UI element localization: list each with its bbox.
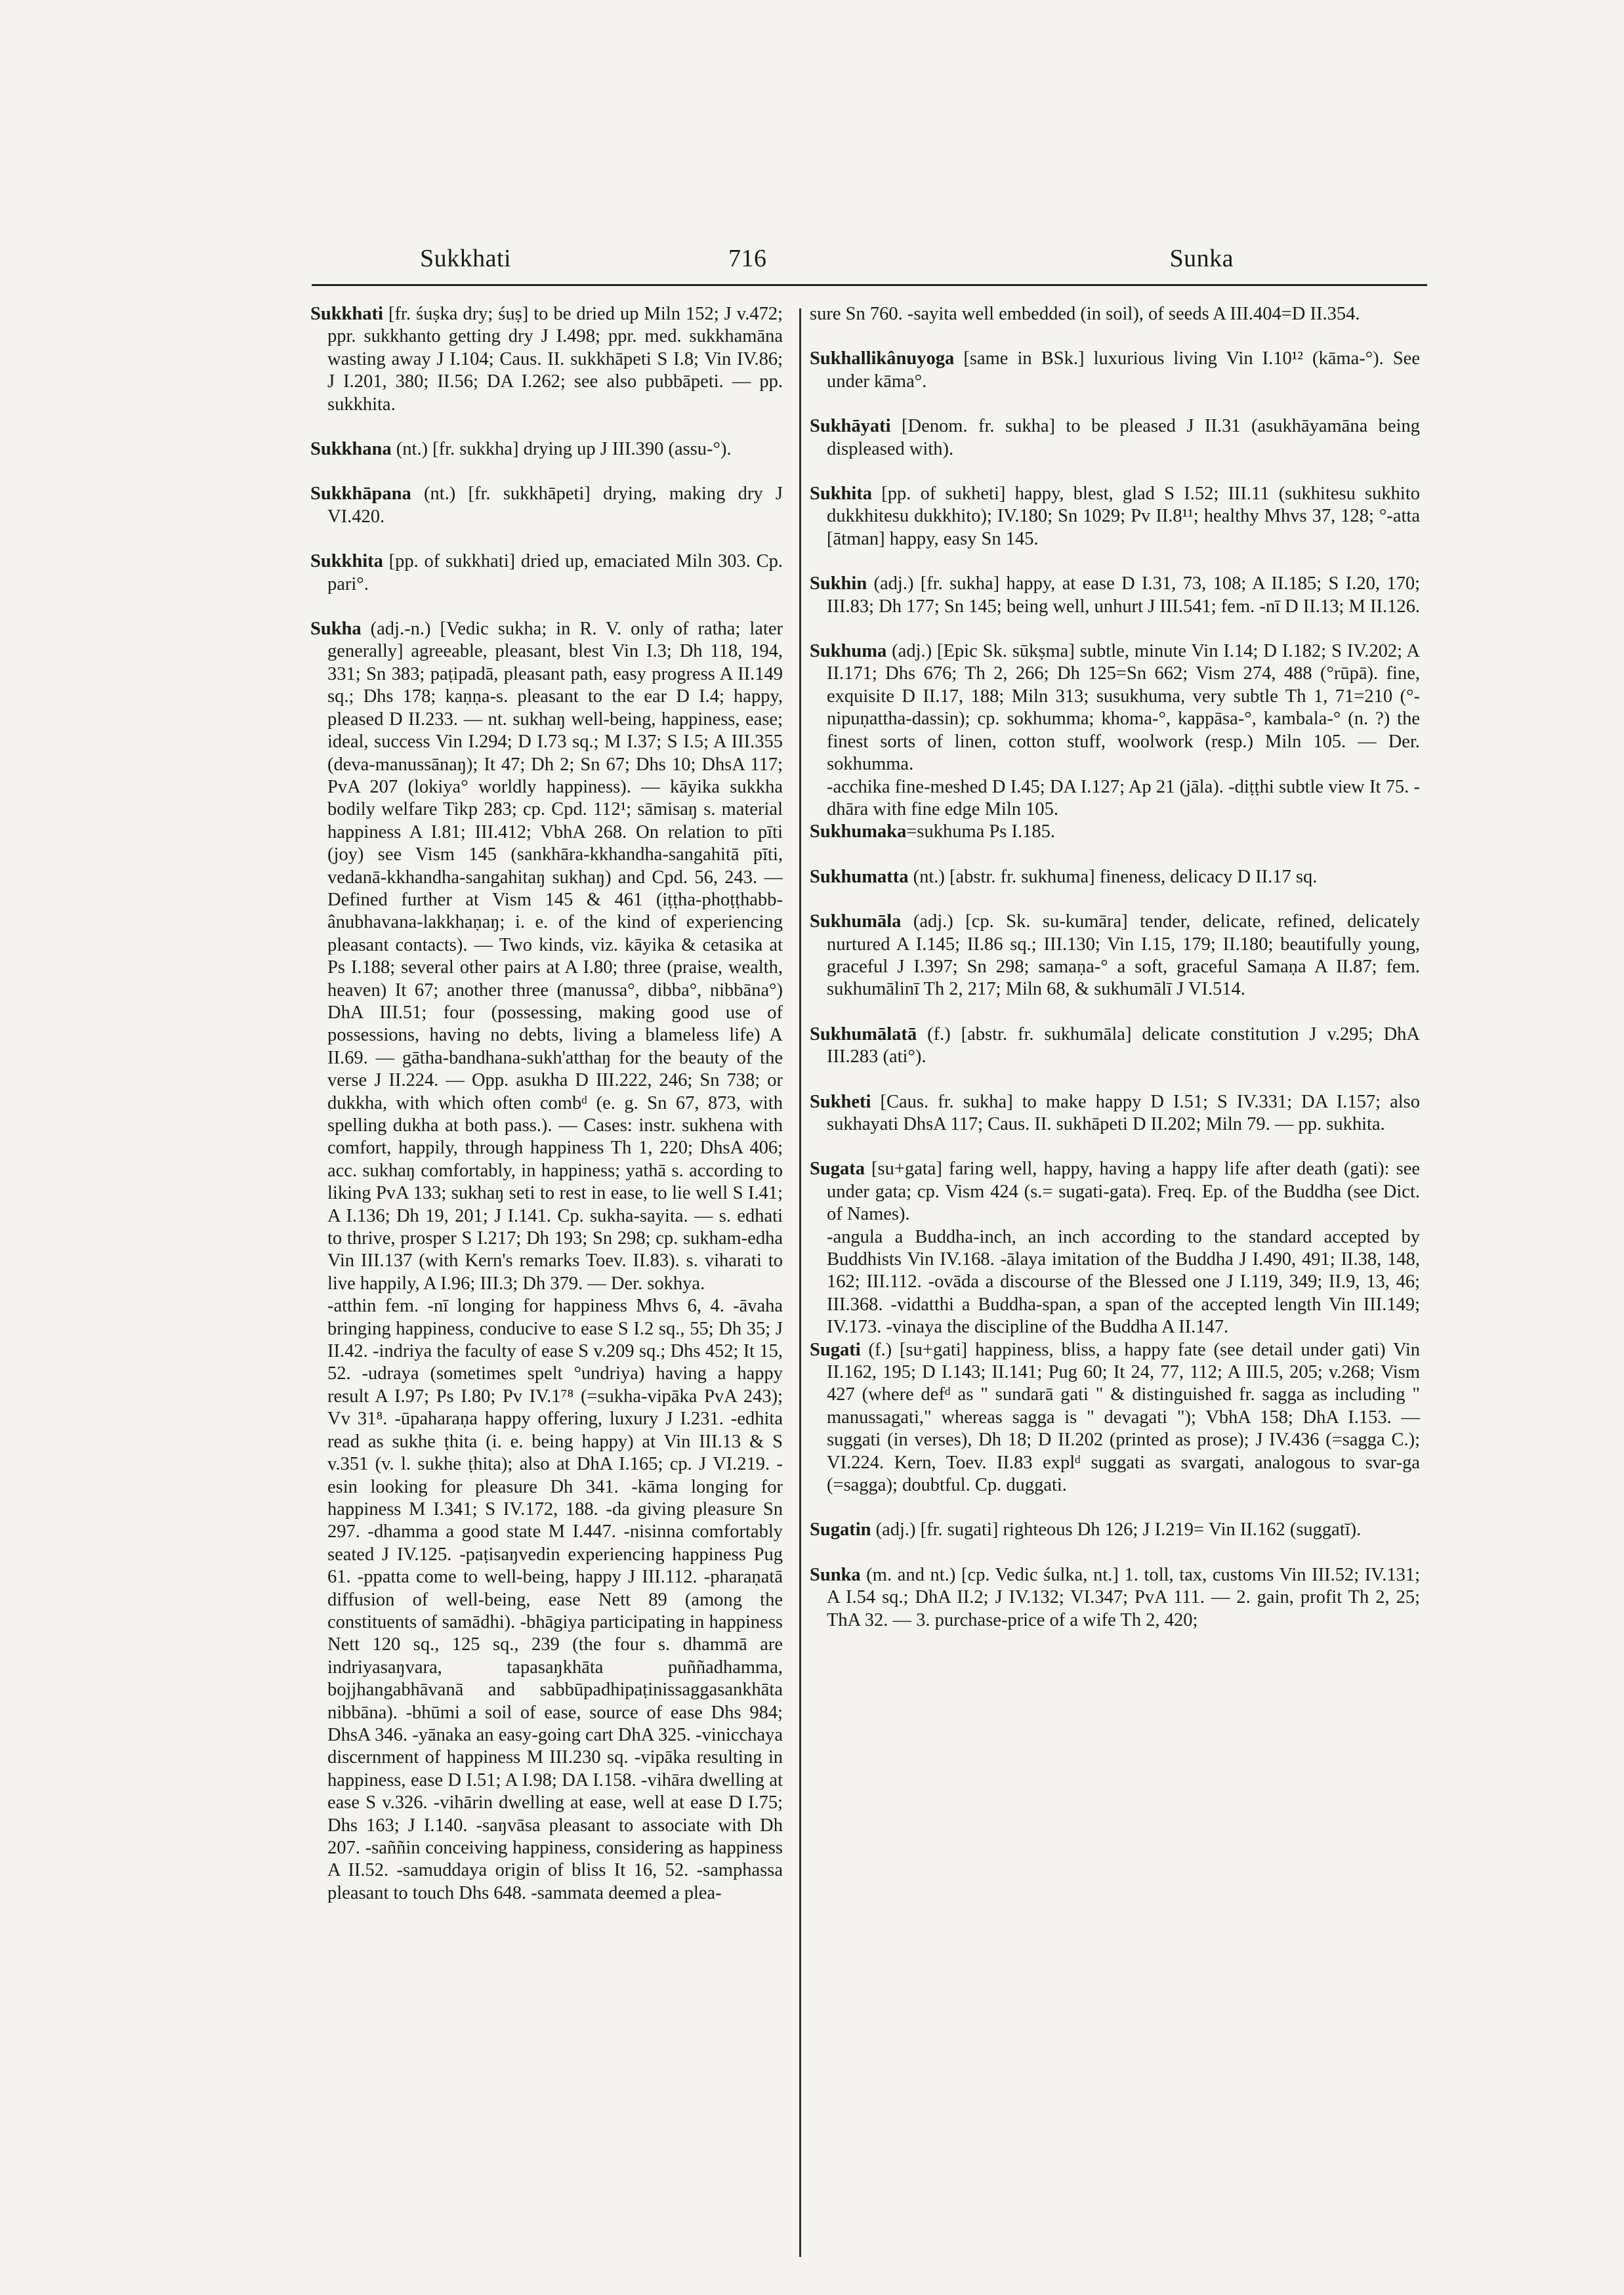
entry-body: (adj.) [cp. Sk. su-kumāra] tender, delicate, refined, delicately nurtured A I.145; II.86 sq.; III.130; Vin I.15, 179; II.180; beautifully young, graceful J I.397; Sn 298; samaṇa-° a soft, graceful Samaṇa A II.87; fem. sukhumālinī Th 2, 217; Miln 68, & sukhumālī J VI.514.: [827, 911, 1420, 1000]
running-header: [420, 244, 1430, 283]
entry-headword: Sukhumaka: [810, 821, 907, 842]
entry-headword: Sukhuma: [810, 641, 887, 662]
entry-body: (nt.) [abstr. fr. sukhuma] fineness, delicacy D II.17 sq.: [908, 866, 1318, 887]
entry-body: [Caus. fr. sukha] to make happy D I.51; S IV.331; DA I.157; also sukhayati DhsA 117; Caus. II. sukhāpeti D II.202; Miln 79. — pp. sukhita.: [827, 1091, 1420, 1134]
entry-body: (f.) [su+gati] happiness, bliss, a happy fate (see detail under gati) Vin II.162, 195; D I.143; II.141; Pug 60; It 24, 77, 112; A III.5, 205; v.268; Vism 427 (where defᵈ as " sundarā gati " & distinguished fr. sagga as including " manussagati," whereas sagga is " devagati "); VbhA 158; DhA I.153. — suggati (in verses), Dh 18; D II.202 (printed as prose); J IV.436 (=sagga C.); VI.224. Kern, Toev. II.83 explᵈ suggati as svargati, analogous to svar-ga (=sagga); doubtful. Cp. duggati.: [827, 1339, 1420, 1496]
entry-body: (adj.) [Epic Sk. sūkṣma] subtle, minute Vin I.14; D I.182; S IV.202; A II.171; Dhs 676; Th 2, 266; Dh 125=Sn 662; Vism 274, 488 (°rūpā). fine, exquisite D II.17, 188; Miln 313; susukhuma, very subtle Th 1, 71=210 (°-nipuṇattha-dassin); cp. sokhumma; khoma-°, kappāsa-°, kambala-° (n. ?) the finest sorts of linen, cotton stuff, woolwork (resp.) Miln 105. — Der. sokhumma.: [827, 641, 1420, 775]
dictionary-entry: [310, 303, 783, 416]
header-rule: [312, 284, 1427, 286]
entry-headword: Sukheti: [810, 1091, 871, 1112]
header-left-guideword: Sukkhati: [420, 245, 512, 272]
header-right-guideword: Sunka: [1169, 245, 1234, 272]
entry-headword: Sunka: [810, 1564, 861, 1585]
dictionary-entry: [310, 618, 783, 1295]
entry-body: (nt.) [fr. sukkhāpeti] drying, making dry J VI.420.: [327, 484, 783, 527]
dictionary-entry: [310, 483, 783, 528]
entry-headword: Sukkhāpana: [310, 484, 411, 505]
dictionary-entry: [810, 573, 1420, 618]
dictionary-entry: [810, 1519, 1420, 1541]
entry-headword: Sukkhati: [310, 304, 383, 324]
dictionary-entry: [310, 438, 783, 461]
entry-headword: Sukhallikânuyoga: [810, 348, 955, 369]
entry-body: (adj.) [fr. sukha] happy, at ease D I.31, 73, 108; A II.185; S I.20, 170; III.83; Dh 177; Sn 145; being well, unhurt J III.541; fem. -nī D II.13; M II.126.: [827, 573, 1420, 617]
dictionary-entry: [810, 1158, 1420, 1226]
entry-headword: Sugati: [810, 1339, 861, 1360]
entry-body: [su+gata] faring well, happy, having a happy life after death (gati): see under gata; cp. Vism 424 (s.= sugati-gata). Freq. Ep. of the Buddha (see Dict. of Names).: [827, 1159, 1420, 1225]
entry-headword: Sukkhita: [310, 551, 383, 572]
dictionary-entry: [810, 348, 1420, 393]
dictionary-entry: [810, 1091, 1420, 1136]
dictionary-entry: [810, 483, 1420, 550]
entry-headword: Sukhin: [810, 573, 867, 594]
entry-body: sure Sn 760. -sayita well embedded (in soil), of seeds A III.404=D II.354.: [810, 304, 1360, 324]
entry-compounds: [810, 1226, 1420, 1339]
entry-headword: Sukhumatta: [810, 866, 909, 887]
dictionary-entry: [810, 821, 1420, 843]
entry-body: [pp. of sukkhati] dried up, emaciated Miln 303. Cp. pari°.: [327, 551, 783, 594]
right-column: [810, 303, 1420, 1654]
dictionary-entry: [310, 550, 783, 596]
entry-headword: Sugatin: [810, 1520, 871, 1540]
dictionary-entry: [810, 1023, 1420, 1069]
entry-body: (adj.-n.) [Vedic sukha; in R. V. only of ratha; later generally] agreeable, pleasant, blest Vin I.3; Dh 118, 194, 331; Sn 383; paṭipadā, pleasant path, easy progress A II.149 sq.; Dhs 178; kaṇṇa-s. pleasant to the ear D I.4; happy, pleased D II.233. — nt. sukhaŋ well-being, happiness, ease; ideal, success Vin I.294; D I.73 sq.; M I.37; S I.5; A III.355 (deva-manussānaŋ); It 47; Dh 2; Sn 67; Dhs 10; DhsA 117; PvA 207 (lokiya° worldly happiness). — kāyika sukkha bodily welfare Tikp 283; cp. Cpd. 112¹; sāmisaŋ s. material happiness A I.81; III.412; VbhA 268. On relation to pīti (joy) see Vism 145 (sankhāra-kkhandha-sangahitā pīti, vedanā-kkhandha-sangahitaŋ sukhaŋ) and Cpd. 56, 243. — Defined further at Vism 145 & 461 (iṭṭha-phoṭṭhabb-ânubhavana-lakkhaṇaŋ; i. e. of the kind of experiencing pleasant contacts). — Two kinds, viz. kāyika & cetasika at Ps I.188; several other pairs at A I.80; three (praise, wealth, heaven) It 67; another three (manussa°, dibba°, nibbāna°) DhA III.51; four (possessing, making good use of possessions, having no debts, living a blameless life) A II.69. — gātha-bandhana-sukh'atthaŋ for the beauty of the verse J II.224. — Opp. asukha D III.222, 246; Sn 738; or dukkha, with which often combᵈ (e. g. Sn 67, 873, with spelling dukha at both pass.). — Cases: instr. sukhena with comfort, happily, through happiness Th 1, 220; DhsA 406; acc. sukhaŋ comfortably, in happiness; yathā s. according to liking PvA 133; sukhaŋ seti to rest in ease, to lie well S I.41; A I.136; Dh 19, 201; J I.141. Cp. sukha-sayita. — s. edhati to thrive, prosper S I.217; Dh 193; Sn 298; cp. sukham-edha Vin III.137 (with Kern's remarks Toev. II.83). s. viharati to live happily, A I.96; III.3; Dh 379. — Der. sokhya.: [327, 619, 783, 1294]
dictionary-entry: [810, 1564, 1420, 1632]
entry-body: [same in BSk.] luxurious living Vin I.10¹² (kāma-°). See under kāma°.: [827, 348, 1420, 392]
entry-body: [fr. śuṣka dry; śuṣ] to be dried up Miln 152; J v.472; ppr. sukkhanto getting dry J I.498; ppr. med. sukkhamāna wasting away J I.104; Caus. II. sukkhāpeti S I.8; Vin IV.86; J I.201, 380; II.56; DA I.262; see also pubbāpeti. — pp. sukkhita.: [327, 304, 783, 415]
entry-body: (adj.) [fr. sugati] righteous Dh 126; J I.219= Vin II.162 (suggatī).: [871, 1520, 1362, 1540]
entry-compounds: [810, 776, 1420, 821]
entry-body: -acchika fine-meshed D I.45; DA I.127; Ap 21 (jāla). -diṭṭhi subtle view It 75. -dhāra with fine edge Miln 105.: [827, 776, 1420, 819]
entry-body: [Denom. fr. sukha] to be pleased J II.31 (asukhāyamāna being displeased with).: [827, 416, 1420, 459]
dictionary-entry: [810, 415, 1420, 461]
dictionary-entry: [810, 866, 1420, 888]
entry-body: -atthin fem. -nī longing for happiness Mhvs 6, 4. -āvaha bringing happiness, conducive to ease S I.2 sq., 55; Dh 35; J II.42. -indriya the faculty of ease S v.209 sq.; Dhs 452; It 15, 52. -udraya (sometimes spelt °undriya) having a happy result A I.97; Ps I.80; Pv IV.1⁷⁸ (=sukha-vipāka PvA 243); Vv 31⁸. -ūpaharaṇa happy offering, luxury J I.231. -edhita read as sukhe ṭhita (i. e. being happy) at Vin III.13 & S v.351 (v. l. sukhe ṭhita); also at DhA I.165; cp. J VI.219. -esin looking for pleasure Dh 341. -kāma longing for happiness M I.341; S IV.172, 188. -da giving pleasure Sn 297. -dhamma a good state M I.447. -nisinna comfortably seated J IV.125. -paṭisaŋvedin experiencing happiness Pug 61. -ppatta come to well-being, happy J III.112. -pharaṇatā diffusion of well-being, ease Nett 89 (among the constituents of samādhi). -bhāgiya participating in happiness Nett 120 sq., 125 sq., 239 (the four s. dhammā are indriyasaŋvara, tapasaŋkhāta puññadhamma, bojjhangabhāvanā and sabbūpadhipaṭinissaggasankhāta nibbāna). -bhūmi a soil of ease, source of ease Dhs 984; DhsA 346. -yānaka an easy-going cart DhA 325. -vinicchaya discernment of happiness M III.230 sq. -vipāka resulting in happiness, ease D I.51; A I.98; DA I.158. -vihāra dwelling at ease S v.326. -vihārin dwelling at ease, well at ease D I.75; Dhs 163; J I.140. -saŋvāsa pleasant to associate with Dh 207. -saññin conceiving happiness, considering as happiness A II.52. -samuddaya origin of bliss It 16, 52. -samphassa pleasant to touch Dhs 648. -sammata deemed a plea-: [327, 1296, 783, 1903]
entry-body: -angula a Buddha-inch, an inch according to the standard accepted by Buddhists Vin IV.168. -ālaya imitation of the Buddha J I.490, 491; II.38, 148, 162; III.112. -ovāda a discourse of the Blessed one J I.119, 349; II.9, 13, 46; III.368. -vidatthi a Buddha-span, a span of the accepted length Vin III.149; IV.173. -vinaya the discipline of the Buddha A II.147.: [827, 1226, 1420, 1338]
dictionary-entry: [810, 1339, 1420, 1497]
entry-headword: Sukhumālatā: [810, 1023, 917, 1044]
entry-headword: Sukkhana: [310, 439, 392, 460]
entry-body: [pp. of sukheti] happy, blest, glad S I.52; III.11 (sukhitesu sukhito dukkhitesu dukkhito); IV.180; Sn 1029; Pv II.8¹¹; healthy Mhvs 37, 128; °-atta [ātman] happy, easy Sn 145.: [827, 484, 1420, 549]
entry-headword: Sukhita: [810, 484, 873, 505]
entry-body: (f.) [abstr. fr. sukhumāla] delicate constitution J v.295; DhA III.283 (ati°).: [827, 1023, 1420, 1067]
column-divider: [799, 308, 801, 2257]
entry-headword: Sugata: [810, 1159, 865, 1180]
entry-body: (m. and nt.) [cp. Vedic śulka, nt.] 1. toll, tax, customs Vin III.52; IV.131; A I.54 sq.; DhA II.2; J IV.132; VI.347; PvA 111. — 2. gain, profit Th 2, 25; ThA 32. — 3. purchase-price of a wife Th 2, 420;: [827, 1564, 1420, 1630]
entry-body: (nt.) [fr. sukkha] drying up J III.390 (assu-°).: [391, 439, 732, 460]
entry-compounds: [310, 1295, 783, 1905]
entry-headword: Sukhumāla: [810, 911, 902, 932]
dictionary-entry: [810, 640, 1420, 775]
left-column: [310, 303, 783, 1905]
entry-continuation: [810, 303, 1420, 325]
entry-body: =sukhuma Ps I.185.: [906, 821, 1056, 842]
page-number: 716: [728, 245, 767, 272]
entry-headword: Sukha: [310, 619, 362, 640]
entry-headword: Sukhāyati: [810, 416, 891, 437]
dictionary-entry: [810, 911, 1420, 1001]
